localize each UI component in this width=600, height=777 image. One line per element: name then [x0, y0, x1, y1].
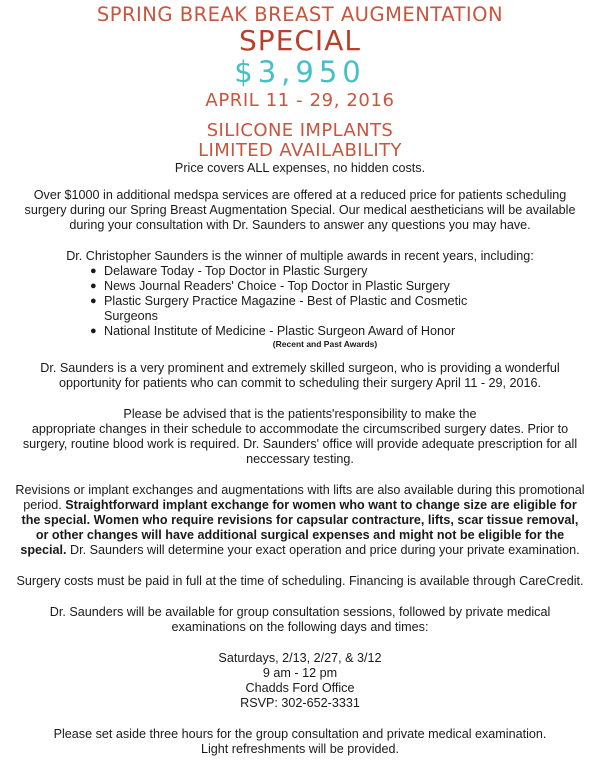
revisions-intro: Revisions or implant exchanges and augmentations with lifts are also available during this promotional period. — [15, 483, 585, 512]
revisions-closing: Dr. Saunders will determine your exact operation and price during your private examination. — [66, 543, 580, 557]
bullet-icon: ● — [90, 325, 97, 337]
price-heading: $3,950 — [234, 55, 366, 89]
surgeon-paragraph: Dr. Saunders is a very prominent and extremely skilled surgeon, who is providing a wonderful opportunity for patients who can commit to scheduling their surgery April 11 - 29, 2016. — [40, 361, 560, 390]
award-item: ● Plastic Surgery Practice Magazine - Best of Plastic and Cosmetic Surgeons — [90, 294, 468, 323]
schedule-time: 9 am - 12 pm — [262, 666, 338, 680]
revisions-paragraph — [14, 483, 586, 558]
consultation-intro: Dr. Saunders will be available for group consultation sessions, followed by private medical examinations on the following days and times: — [49, 605, 551, 634]
award-item: ● National Institute of Medicine - Plastic Surgeon Award of Honor — [90, 324, 456, 338]
award-item: ● Delaware Today - Top Doctor in Plastic Surgery — [90, 264, 368, 278]
bullet-icon: ● — [90, 265, 97, 277]
schedule-rsvp: RSVP: 302-652-3331 — [240, 696, 360, 710]
awards-list — [90, 264, 510, 339]
special-heading: SPECIAL — [239, 24, 361, 57]
dates-heading: APRIL 11 - 29, 2016 — [205, 90, 395, 111]
availability-heading: LIMITED AVAILABILITY — [198, 140, 402, 161]
advisory-line1: Please be advised that is the patients'responsibility to make the — [123, 407, 477, 421]
awards-lead: Dr. Christopher Saunders is the winner of multiple awards in recent years, including: — [66, 249, 534, 263]
intro-paragraph: Over $1000 in additional medspa services are offered at a reduced price for patients scheduling surgery during our Spring Breast Augmentation Special. Our medical aestheticians will be available during your consultation with Dr. Saunders to answer any questions you may have. — [24, 188, 576, 232]
closing-line2: Light refreshments will be provided. — [200, 742, 400, 756]
price-note: Price covers ALL expenses, no hidden costs. — [174, 161, 426, 175]
awards-note: (Recent and Past Awards) — [272, 339, 378, 349]
advisory-rest: appropriate changes in their schedule to accommodate the circumscribed surgery dates. Prior to surgery, routine blood work is required. Dr. Saunders' office will provide adequate prescription for all neccessary testing. — [22, 422, 578, 466]
closing-line1: Please set aside three hours for the group consultation and private medical examination. — [53, 727, 547, 741]
revisions-eligibility: Straightforward implant exchange for women who want to change size are eligible for the special. Women who require revisions for capsular contracture, lifts, scar tissue removal, or other changes will have additional surgical expenses and might not be eligible for the special. — [20, 498, 579, 557]
schedule-location: Chadds Ford Office — [245, 681, 355, 695]
schedule-days: Saturdays, 2/13, 2/27, & 3/12 — [218, 651, 382, 665]
bullet-icon: ● — [90, 280, 97, 292]
implants-heading: SILICONE IMPLANTS — [206, 120, 394, 141]
payment-paragraph: Surgery costs must be paid in full at the time of scheduling. Financing is available through CareCredit. — [16, 574, 584, 588]
promo-title: SPRING BREAK BREAST AUGMENTATION — [96, 3, 504, 26]
award-item: ● News Journal Readers' Choice - Top Doctor in Plastic Surgery — [90, 279, 450, 293]
bullet-icon: ● — [90, 295, 97, 307]
